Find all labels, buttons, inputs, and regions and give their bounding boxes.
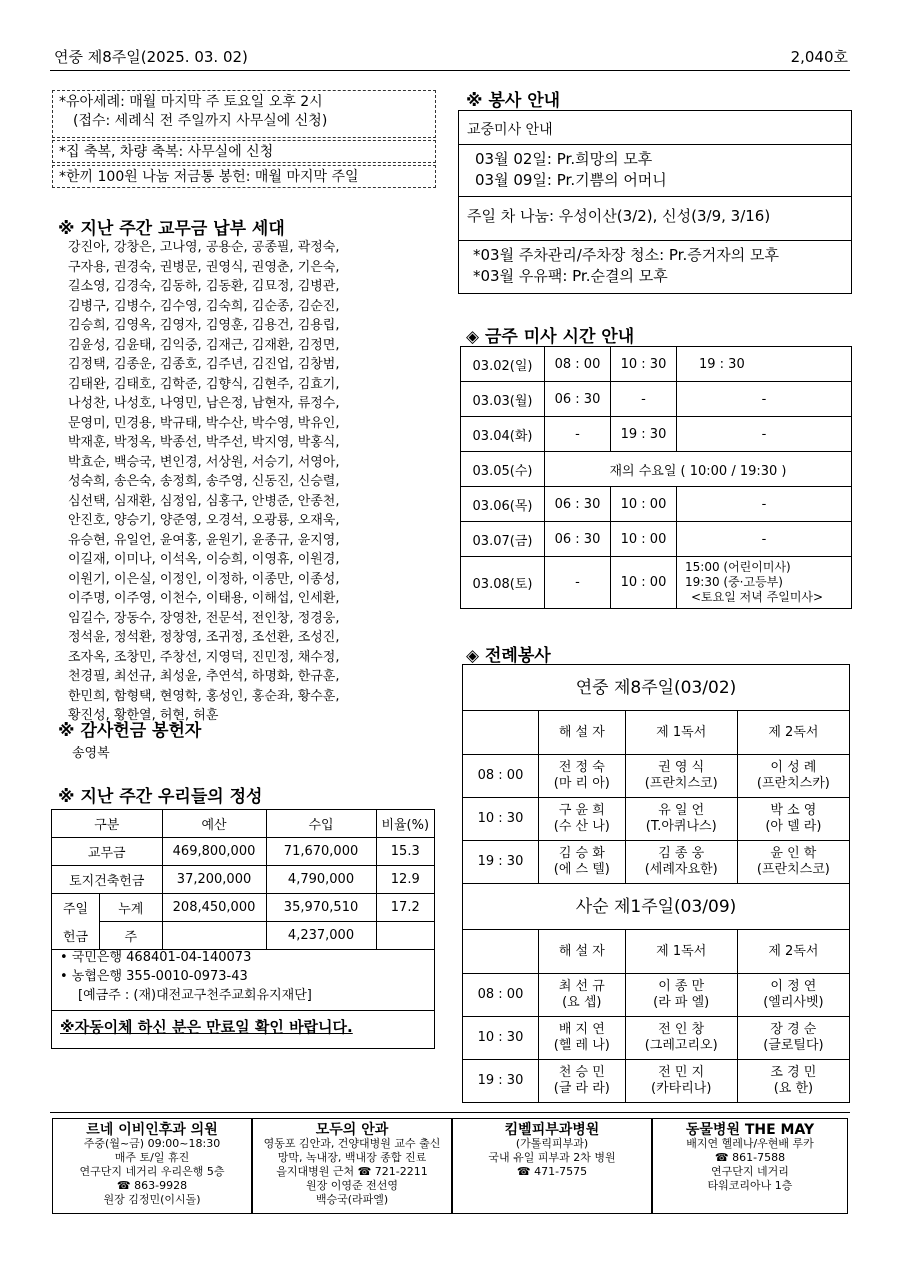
mass-date: 03.05(수) [461,452,545,487]
mass-time: 08 : 00 [545,347,611,382]
mass-time: 19 : 30 [677,347,852,382]
mass-time: - [677,417,852,452]
ad-line: 국내 유일 피부과 2차 병원 [488,1151,616,1164]
tithe-names-line: 심선택, 심재환, 심정임, 심홍구, 안병준, 안종천, [68,493,340,509]
bank-info [60,948,312,1005]
ad-line: 을지대병원 근처 ☎ 721-2211 [276,1165,428,1178]
account-holder: [예금주 : (재)대전교구천주교회유지재단] [78,988,312,1003]
tithe-names-line: 황진성, 황한열, 허현, 허훈 [68,708,219,723]
liturgy-time: 10 : 30 [463,1017,539,1060]
tithe-names-line: 안진호, 양승기, 양준영, 오경석, 오광룡, 오재욱, [68,513,340,528]
service-title: ※ 봉사 안내 [466,91,561,111]
server-baptismal-name: (요 셉) [562,995,602,1010]
table-row [461,487,852,522]
finance-budget: 208,450,000 [162,894,266,922]
finance-label: 주 [100,922,163,950]
table-row [461,347,852,382]
header-divider [50,70,850,71]
liturgy-server [625,755,737,798]
liturgy-header: 제 2독서 [737,930,849,974]
ad-line: ☎ 861-7588 [714,1151,786,1164]
finance-ratio: 17.2 [376,894,434,922]
mass-date: 03.07(금) [461,522,545,557]
issue-number: 2,040호 [790,48,848,66]
duty-item: *03월 우유팩: Pr.순결의 모후 [473,267,668,285]
server-name: 권 영 식 [658,760,705,775]
table-row [463,930,850,974]
tithe-names-line: 성숙희, 송은숙, 송정희, 송주영, 신동진, 신승렬, [68,474,340,489]
tithe-names-line: 조자옥, 조창민, 주창선, 지영덕, 진민정, 채수정, [68,649,340,665]
ad-line: 원장 이영준 전선영 [305,1179,398,1192]
notice-baptism [52,90,436,138]
server-name: 구 윤 희 [558,803,605,818]
server-baptismal-name: (글 라 라) [553,1081,610,1096]
ad-line: 타워코리아나 1층 [707,1179,793,1192]
finance-budget [162,922,266,950]
ad-line: 백승국(라파엘) [315,1193,389,1206]
table-row [52,838,435,866]
liturgy-server [539,755,626,798]
notice-coin-bank [52,165,436,188]
finance-income: 4,790,000 [266,866,376,894]
server-baptismal-name: (요 한) [773,1081,814,1096]
ad-dermatology [452,1118,652,1214]
saturday-masses [677,557,852,609]
tithe-names-line: 강진아, 강창은, 고나영, 공용순, 공종필, 곽정숙, [68,240,340,255]
table-row [463,884,850,930]
table-row [463,841,850,884]
finance-label: 주일 [52,894,100,922]
finance-budget: 37,200,000 [162,866,266,894]
mass-time: 19:30 (중·고등부) [685,575,783,589]
liturgy-corner [463,930,539,974]
ad-title: 르네 이비인후과 의원 [86,1122,218,1138]
duty-item: *03월 주차관리/주차장 청소: Pr.증거자의 모후 [473,246,779,264]
finance-label: 헌금 [52,922,100,950]
server-baptismal-name: (프란치스코) [756,862,830,877]
mass-time: - [545,417,611,452]
mass-time: 15:00 (어린이미사) [685,560,791,574]
tithe-names-line: 길소영, 김경숙, 김동하, 김동환, 김묘정, 김병관, [68,279,340,294]
liturgy-server [625,841,737,884]
mass-time: - [545,557,611,609]
table-row [461,417,852,452]
table-row [461,452,852,487]
liturgy-week-title: 사순 제1주일(03/09) [463,884,850,930]
liturgy-server [737,1017,849,1060]
server-baptismal-name: (세례자요한) [644,862,718,877]
mass-date: 03.06(목) [461,487,545,522]
liturgy-server [539,841,626,884]
liturgy-server [539,1017,626,1060]
notice-line: *한끼 100원 나눔 저금통 봉헌: 매월 마지막 주일 [59,169,359,185]
liturgy-server [539,1060,626,1103]
liturgy-time: 08 : 00 [463,974,539,1017]
mass-note: <토요일 저녁 주일미사> [691,590,824,604]
table-row [463,665,850,711]
server-name: 김 승 화 [558,846,605,861]
mass-times-table [460,346,852,609]
ad-line: 연구단지 네거리 우리은행 5층 [79,1165,225,1178]
server-baptismal-name: (아 델 라) [765,819,822,834]
finance-ratio: 15.3 [376,838,434,866]
liturgy-week-title: 연중 제8주일(03/02) [463,665,850,711]
mass-time: - [611,382,677,417]
server-name: 이 정 연 [770,979,817,994]
ash-wednesday: 재의 수요일 ( 10:00 / 19:30 ) [545,452,852,487]
table-row [463,798,850,841]
ad-title: 동물병원 THE MAY [685,1122,815,1138]
thanks-donor: 송영복 [72,746,110,761]
mass-time: 10 : 00 [611,557,677,609]
server-baptismal-name: (글로틸다) [763,1038,824,1053]
ad-line: 원장 김정민(이시돌) [103,1193,201,1206]
bank-account: • 농협은행 355-0010-0973-43 [60,969,248,984]
server-baptismal-name: (수 산 나) [553,819,610,834]
liturgy-title: ◈ 전례봉사 [466,646,551,666]
tithe-names-line: 이주명, 이주영, 이천수, 이태용, 이해섭, 인세환, [68,591,340,606]
tithe-title: ※ 지난 주간 교무금 납부 세대 [58,219,285,239]
liturgy-server [539,798,626,841]
server-name: 박 소 영 [770,803,817,818]
finance-income: 71,670,000 [266,838,376,866]
ad-line: 주중(월~금) 09:00~18:30 [83,1137,221,1150]
mass-time: - [677,522,852,557]
bulletin-date: 연중 제8주일(2025. 03. 02) [54,48,248,66]
tithe-names-line: 문영미, 민경용, 박규태, 박수산, 박수영, 박유인, [68,415,340,431]
liturgy-time: 08 : 00 [463,755,539,798]
finance-label: 토지건축헌금 [52,866,163,894]
ad-line: ☎ 863-9928 [116,1179,188,1192]
table-row [461,557,852,609]
mass-time: 10 : 00 [611,487,677,522]
liturgy-server [737,841,849,884]
bank-account: • 국민은행 468401-04-140073 [60,950,252,965]
tithe-names [68,238,438,726]
finance-income: 4,237,000 [266,922,376,950]
server-baptismal-name: (프란치스코) [644,776,718,791]
mass-date: 03.08(토) [461,557,545,609]
ad-line: 배지연 헬레나/우현배 루카 [686,1137,814,1150]
mass-date: 03.02(일) [461,347,545,382]
server-name: 이 성 례 [770,760,817,775]
table-row [463,711,850,755]
finance-ratio: 12.9 [376,866,434,894]
mass-time: 10 : 00 [611,522,677,557]
mass-times-title: ◈ 금주 미사 시간 안내 [466,327,635,347]
table-row [52,922,435,950]
liturgy-header: 제 1독서 [625,711,737,755]
server-name: 조 경 민 [770,1065,817,1080]
liturgy-table [462,664,850,1103]
ad-line: 연구단지 네거리 [711,1165,789,1178]
server-name: 최 선 규 [558,979,605,994]
tithe-names-line: 한민희, 함형택, 현영학, 홍성인, 홍순좌, 황수훈, [68,688,340,704]
table-row [463,1017,850,1060]
notice-blessing [52,140,436,163]
server-name: 전 민 지 [658,1065,705,1080]
ad-line: ☎ 471-7575 [516,1165,588,1178]
mass-time: 19 : 30 [611,417,677,452]
server-name: 장 경 순 [770,1022,817,1037]
ad-animal-hospital [652,1118,848,1214]
notice-line: (접수: 세례식 전 주일까지 사무실에 신청) [73,113,328,129]
server-baptismal-name: (헬 레 나) [553,1038,610,1053]
tithe-names-line: 박재훈, 박정옥, 박종선, 박주선, 박지영, 박홍식, [68,435,340,450]
table-row [52,894,435,922]
liturgy-time: 10 : 30 [463,798,539,841]
liturgy-server [737,1060,849,1103]
mass-date: 03.04(화) [461,417,545,452]
server-baptismal-name: (카타리나) [651,1081,712,1096]
mass-time: - [677,382,852,417]
liturgy-corner [463,711,539,755]
liturgy-server [737,755,849,798]
tithe-names-line: 나성찬, 나성호, 나영민, 남은정, 남현자, 류정수, [68,396,340,411]
tithe-names-line: 김윤성, 김윤태, 김익중, 김재근, 김재환, 김정면, [68,337,340,353]
finance-header: 비율(%) [376,810,434,838]
finance-ratio [376,922,434,950]
ad-line: (가톨릭피부과) [515,1137,589,1150]
server-name: 윤 인 학 [770,846,817,861]
server-name: 김 종 웅 [658,846,705,861]
liturgy-time: 19 : 30 [463,1060,539,1103]
server-baptismal-name: (에 스 텔) [553,862,610,877]
table-row [52,866,435,894]
tithe-names-line: 김정택, 김종운, 김종호, 김주년, 김진업, 김창범, [68,357,340,372]
liturgy-server [625,798,737,841]
tithe-names-line: 박효순, 백승국, 변인경, 서상원, 서승기, 서영아, [68,454,340,470]
table-row [463,974,850,1017]
tithe-names-line: 임길수, 장동수, 장영찬, 전문석, 전인창, 정경웅, [68,610,340,626]
liturgy-server [625,1060,737,1103]
mass-service-list [459,145,851,197]
table-row [461,382,852,417]
duty-list [459,241,851,291]
tithe-names-line: 김승희, 김영옥, 김영자, 김영훈, 김용건, 김용립, [68,318,340,333]
server-baptismal-name: (마 리 아) [553,776,610,791]
ad-eye-clinic [252,1118,452,1214]
ad-title: 모두의 안과 [315,1122,389,1138]
thanks-title: ※ 감사헌금 봉헌자 [58,721,202,741]
tithe-names-line: 유승현, 유일언, 윤여홍, 윤원기, 윤종규, 윤지영, [68,532,340,548]
finance-label: 누계 [100,894,163,922]
auto-transfer-text: ※자동이체 하신 분은 만료일 확인 바랍니다. [60,1018,353,1036]
ad-title: 킴벨피부과병원 [504,1122,600,1138]
auto-transfer-notice [60,1016,353,1037]
finance-budget: 469,800,000 [162,838,266,866]
liturgy-header: 해 설 자 [539,711,626,755]
mass-service-item: 03월 09일: Pr.기쁨의 어머니 [475,171,667,189]
liturgy-server [625,1017,737,1060]
server-baptismal-name: (엘리사벳) [763,995,824,1010]
tithe-names-line: 이원기, 이은실, 이정인, 이정하, 이종만, 이종성, [68,571,340,587]
liturgy-server [737,798,849,841]
server-name: 이 종 만 [658,979,705,994]
server-name: 전 정 숙 [558,760,605,775]
liturgy-header: 제 1독서 [625,930,737,974]
mass-time: 06 : 30 [545,487,611,522]
server-name: 천 승 민 [558,1065,605,1080]
footer-divider [50,1112,850,1113]
server-name: 배 지 연 [558,1022,605,1037]
finance-label: 교무금 [52,838,163,866]
ad-ent-clinic [52,1118,252,1214]
mass-time: - [677,487,852,522]
mass-service-item: 03월 02일: Pr.희망의 모후 [475,150,653,168]
service-box [458,110,852,294]
ad-line: 망막, 녹내장, 백내장 종합 진료 [277,1151,427,1164]
server-name: 유 일 언 [658,803,705,818]
mass-date: 03.03(월) [461,382,545,417]
liturgy-header: 해 설 자 [539,930,626,974]
tithe-names-line: 정석윤, 정석환, 정창영, 조귀정, 조선환, 조성진, [68,630,340,645]
mass-time: 06 : 30 [545,382,611,417]
server-baptismal-name: (T.아퀴나스) [645,819,717,834]
mass-time: 06 : 30 [545,522,611,557]
parking-share: 주일 차 나눔: 우성이산(3/2), 신성(3/9, 3/16) [459,197,851,241]
server-baptismal-name: (그레고리오) [644,1038,718,1053]
tithe-names-line: 천경필, 최선규, 최성윤, 추연석, 하명화, 한규훈, [68,669,340,684]
finance-income: 35,970,510 [266,894,376,922]
ad-line: 영동포 김안과, 건양대병원 교수 출신 [263,1137,441,1150]
finance-header: 수입 [266,810,376,838]
server-baptismal-name: (프란치스카) [756,776,830,791]
liturgy-server [737,974,849,1017]
table-row [463,1060,850,1103]
notice-line: *유아세례: 매월 마지막 주 토요일 오후 2시 [59,94,323,110]
ad-line: 매주 토/일 휴진 [114,1151,190,1164]
table-row [463,755,850,798]
finance-table [51,809,435,950]
server-baptismal-name: (라 파 엘) [653,995,710,1010]
mass-service-label: 교중미사 안내 [459,111,851,145]
finance-divider [51,1010,435,1011]
tithe-names-line: 이길재, 이미나, 이석옥, 이승희, 이영휴, 이원경, [68,552,340,567]
tithe-names-line: 구자용, 권경숙, 권병문, 권영식, 권영춘, 기은숙, [68,259,340,275]
finance-header: 예산 [162,810,266,838]
notice-line: *집 축복, 차량 축복: 사무실에 신청 [59,144,274,160]
table-row [461,522,852,557]
finance-title: ※ 지난 주간 우리들의 정성 [58,787,263,807]
liturgy-server [539,974,626,1017]
finance-header: 구분 [52,810,163,838]
liturgy-server [625,974,737,1017]
tithe-names-line: 김병구, 김병수, 김수영, 김숙희, 김순종, 김순진, [68,298,340,314]
liturgy-header: 제 2독서 [737,711,849,755]
tithe-names-line: 김태완, 김태호, 김학준, 김향식, 김현주, 김효기, [68,376,340,392]
liturgy-time: 19 : 30 [463,841,539,884]
mass-time: 10 : 30 [611,347,677,382]
server-name: 전 인 창 [658,1022,705,1037]
